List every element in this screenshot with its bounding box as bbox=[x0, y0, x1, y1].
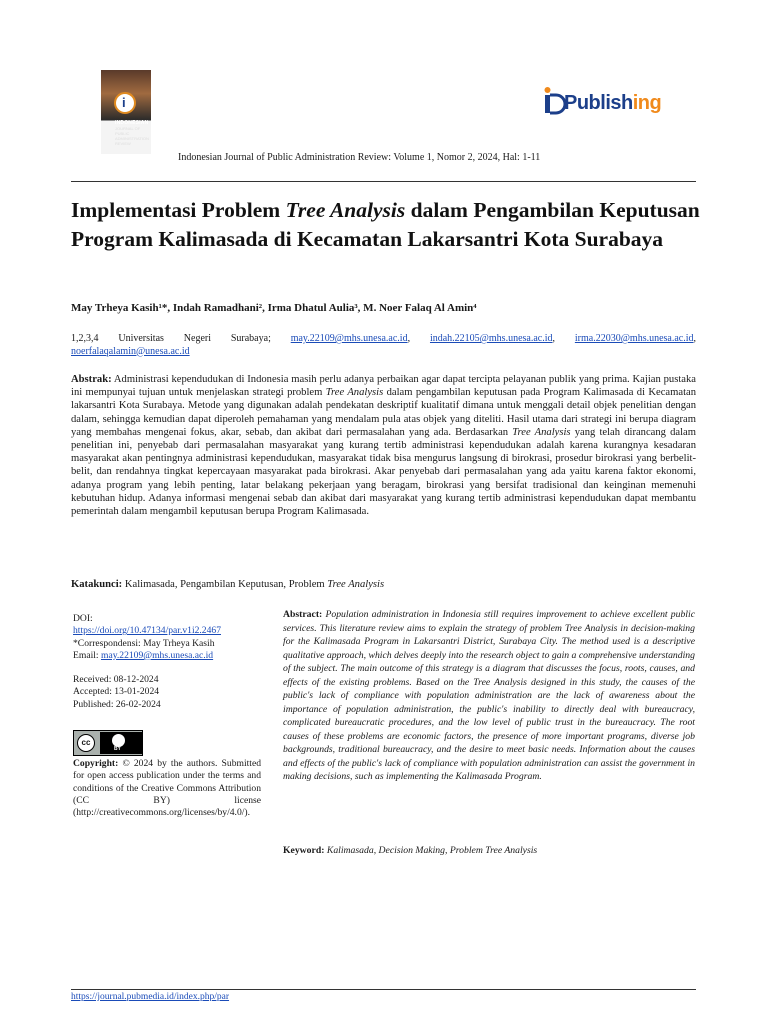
article-info-sidebar bbox=[73, 613, 263, 711]
copyright-notice bbox=[73, 758, 261, 819]
abstract-en-text: Population administration in Indonesia still requires improvement to achieve excellent public services. This literature review aims to explain the strategy of problem Tree Analysis in decision-making for the Kalimasada Program in Lakarsantri District, Surabaya City. The method used is a descriptive qualitative approach, which delves deeply into the research object to gain a comprehensive understanding of the subject. The main outcome of this strategy is a diagram that discusses the focus, roots, causes, and effects of the existing problems. Based on the Tree Analysis designed in this study, the causes of the public's lack of compliance with population administration are the lack of awareness about the importance of population administration, the public's inability to directly deal with bureaucracy, complicated bureaucratic procedures, and the low level of public trust in the bureaucracy. The root causes of these problems are economic factors, the presence of more important programs, diverse job backgrounds, traditional bureaucracy, and the desire to meet basic needs. Information about the causes and effects of the public's lack of compliance with population administration can assist the government in making decisions, such as implementing the Kalimasada Program. bbox=[283, 609, 695, 782]
author-list: May Trheya Kasih¹*, Indah Ramadhani², Irma Dhatul Aulia³, M. Noer Falaq Al Amin⁴ bbox=[71, 302, 477, 314]
by-icon bbox=[100, 732, 142, 754]
keyword-en-text: Kalimasada, Decision Making, Problem Tree Analysis bbox=[324, 845, 538, 856]
katakunci-label: Katakunci: bbox=[71, 579, 123, 590]
affiliation-prefix: 1,2,3,4 Universitas Negeri Surabaya; bbox=[71, 333, 291, 344]
by-label: BY bbox=[114, 746, 121, 752]
email-label: Email: bbox=[73, 649, 101, 661]
email-link-2[interactable]: indah.22105@mhs.unesa.ac.id bbox=[429, 333, 553, 344]
cover-subtitle: JOURNAL OF PUBLIC ADMINISTRATION REVIEW bbox=[115, 126, 149, 146]
email-link-1[interactable]: may.22109@mhs.unesa.ac.id bbox=[290, 333, 408, 344]
cc-icon: cc bbox=[77, 734, 95, 752]
accepted-date: Accepted: 13-01-2024 bbox=[73, 686, 160, 698]
cover-title: INDONESIAN bbox=[115, 120, 149, 126]
email-line bbox=[73, 650, 263, 662]
title-part-2: dalam Pengambilan Keputusan Program Kalimasada di Kecamatan Lakarsantri Kota Surabaya bbox=[71, 198, 700, 251]
abstrak-paragraph bbox=[71, 373, 696, 518]
abstract-en-label: Abstract: bbox=[283, 609, 323, 620]
abstrak-italic-1: Tree Analysis bbox=[325, 387, 384, 399]
abstrak-text-2: dalam pengambilan keputusan pada Program Kalimasada di Kecamatan lakarsantri Kota Surabaya. Metode yang digunakan adalah pendekatan deskriptif kualitatif dimana untuk menggali detail objek penelitian dengan dalam, sehingga kemudian dapat diperoleh pemahaman yang mendalam pula atas objek yang diteliti. Hasil utama dari strategi ini berupa diagram yang membahas mengenai fokus, akar, sebab, dan akibat dari permasalahan yang ada. Berdasarkan bbox=[71, 387, 697, 438]
affiliation: 1,2,3,4 Universitas Negeri Surabaya; may.22109@mhs.unesa.ac.id, indah.22105@mhs.unesa.ac.id, irma.22030@mhs.unesa.ac.id, noerfalaqalamin@unesa.ac.id bbox=[71, 333, 697, 357]
katakunci-italic: Tree Analysis bbox=[327, 579, 385, 590]
footer-journal-link[interactable]: https://journal.pubmedia.id/index.php/par bbox=[71, 992, 230, 1002]
logo-text-main: Publish bbox=[564, 92, 633, 114]
doi-label: DOI: bbox=[73, 613, 93, 624]
abstrak-text-1: Administrasi kependudukan di Indonesia masih perlu adanya perbaikan agar dapat tercipta pelayanan publik yang prima. Kajian pustaka ini mempunyai tujuan untuk menjelaskan strategi problem bbox=[71, 374, 696, 399]
title-italic: Tree Analysis bbox=[285, 198, 406, 222]
keyword-en-label: Keyword: bbox=[283, 845, 325, 856]
email-link-4[interactable]: noerfalaqalamin@unesa.ac.id bbox=[71, 345, 190, 357]
doi-link[interactable]: https://doi.org/10.47134/par.v1i2.2467 bbox=[73, 625, 221, 637]
header-rule bbox=[71, 181, 696, 182]
publisher-logo-icon bbox=[544, 86, 566, 120]
journal-cover-image bbox=[101, 70, 151, 154]
logo-text-accent: ing bbox=[632, 92, 662, 114]
correspondence: *Correspondensi: May Trheya Kasih bbox=[73, 637, 215, 649]
copyright-label: Copyright: bbox=[73, 758, 119, 769]
keyword-en-line bbox=[283, 845, 537, 856]
email-link-3[interactable]: irma.22030@mhs.unesa.ac.id bbox=[574, 333, 694, 344]
published-date: Published: 26-02-2024 bbox=[73, 698, 161, 710]
abstrak-italic-2: Tree Analysis bbox=[512, 426, 571, 438]
title-part-1: Implementasi Problem bbox=[71, 198, 286, 222]
received-date: Received: 08-12-2024 bbox=[73, 674, 159, 686]
abstract-en-paragraph bbox=[283, 608, 695, 784]
abstrak-label: Abstrak: bbox=[71, 374, 112, 385]
cc-by-license-badge[interactable] bbox=[73, 730, 143, 756]
katakunci-text: Kalimasada, Pengambilan Keputusan, Problem bbox=[122, 579, 328, 590]
cover-logo-icon: i bbox=[114, 92, 136, 114]
copyright-text: © 2024 by the authors. Submitted for open access publication under the terms and conditions of the Creative Commons Attribution (CC BY) license (http://creativecommons.org/licenses/by/4.0/). bbox=[73, 758, 261, 819]
katakunci-line bbox=[71, 579, 384, 590]
footer-rule bbox=[71, 989, 696, 990]
abstrak-text-3: yang telah dirancang dalam penelitian ini, penyebab dari permasalahan masyarakat yang kurang tertib administrasi kependudukan adalah karena kurangnya kesadaran masyarakat akan pentingnya administrasi kependudukan, masyarakat tidak bisa mengurus langsung di birokrasi, prosedur birokrasi yang berbelit-belit, dan rendahnya tingkat kepercayaan masyarakat pada birokrasi. Akar penyebab dari permasalahan yang ada yaitu karena faktor ekonomi, adanya program yang lebih penting, latar belakang pekerjaan yang beragam, birokrasi yang bersifat tradisional dan keinginan memenuhi kebutuhan hidup. Adanya informasi mengenai sebab dan akibat dari masyarakat yang kurang tertib administrasi kependudukan dapat membantu pemerintah dalam mengambil keputusan berupa Program Kalimasada. bbox=[71, 426, 697, 518]
journal-citation-line: Indonesian Journal of Public Administration Review: Volume 1, Nomor 2, 2024, Hal: 1-11 bbox=[178, 152, 541, 163]
paper-title bbox=[71, 196, 701, 254]
corr-email-link[interactable]: may.22109@mhs.unesa.ac.id bbox=[100, 649, 214, 661]
